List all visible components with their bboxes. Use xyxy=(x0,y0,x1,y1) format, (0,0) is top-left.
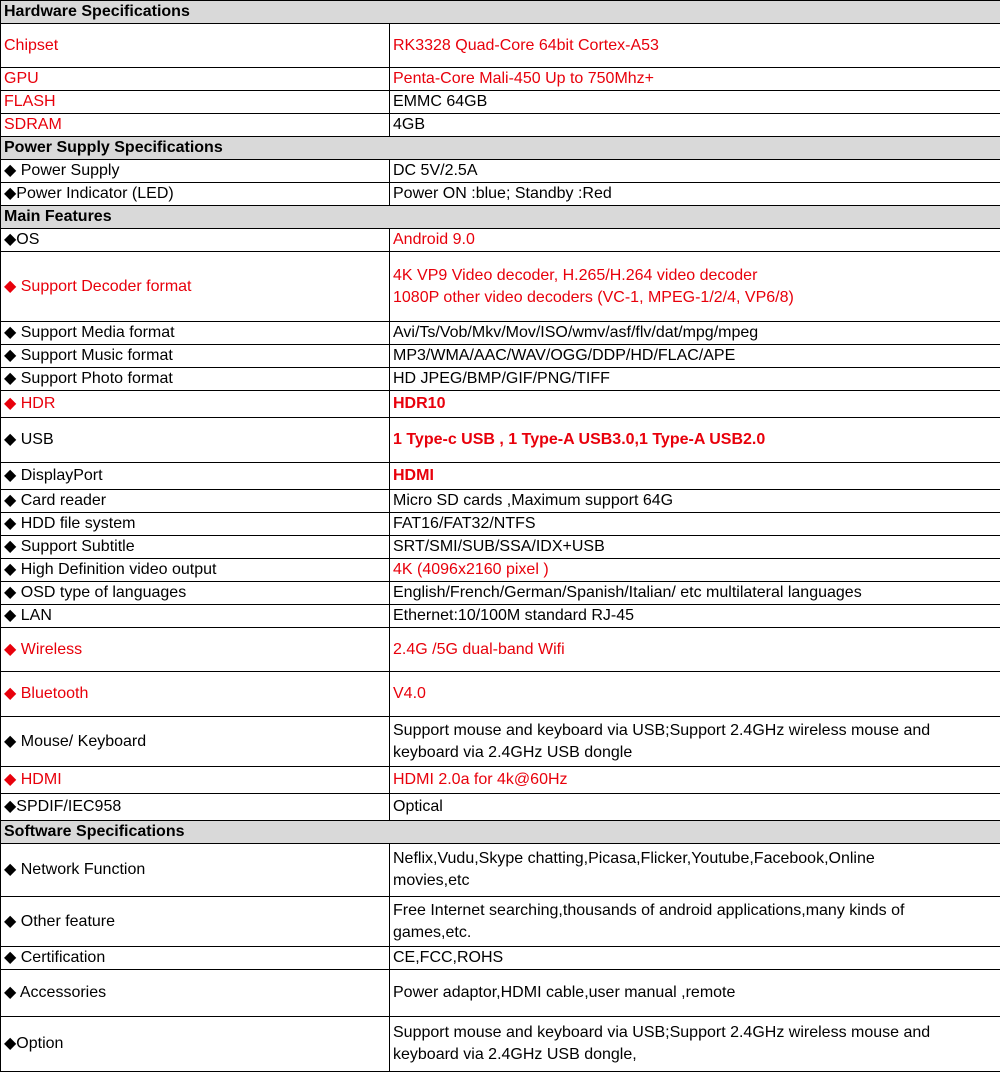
spec-value: CE,FCC,ROHS xyxy=(390,947,1000,970)
section-header-row xyxy=(1,821,1000,844)
spec-label: ◆ Certification xyxy=(1,947,390,970)
spec-value: Avi/Ts/Vob/Mkv/Mov/ISO/wmv/asf/flv/dat/mpg/mpeg xyxy=(390,322,1000,345)
spec-value-line: Support mouse and keyboard via USB;Support 2.4GHz wireless mouse and xyxy=(393,721,931,739)
spec-row xyxy=(1,490,1000,513)
spec-value: Micro SD cards ,Maximum support 64G xyxy=(390,490,1000,513)
spec-label: ◆ DisplayPort xyxy=(1,463,390,490)
spec-value-line: 4K VP9 Video decoder, H.265/H.264 video decoder xyxy=(393,266,758,284)
spec-label: ◆ Support Music format xyxy=(1,345,390,368)
spec-value: Optical xyxy=(390,794,1000,821)
spec-label: ◆ Bluetooth xyxy=(1,672,390,717)
spec-row xyxy=(1,717,1000,767)
spec-label: GPU xyxy=(1,68,390,91)
spec-value: HD JPEG/BMP/GIF/PNG/TIFF xyxy=(390,368,1000,391)
spec-value: RK3328 Quad-Core 64bit Cortex-A53 xyxy=(390,24,1000,68)
spec-label: ◆ Network Function xyxy=(1,844,390,897)
spec-value: HDMI xyxy=(390,463,1000,490)
spec-value-line: 1080P other video decoders (VC-1, MPEG-1/2/4, VP6/8) xyxy=(393,288,794,306)
spec-value-line: Neflix,Vudu,Skype chatting,Picasa,Flicker,Youtube,Facebook,Online xyxy=(393,850,875,867)
spec-label: ◆ HDMI xyxy=(1,767,390,794)
spec-row xyxy=(1,1017,1000,1072)
spec-value: HDR10 xyxy=(390,391,1000,418)
section-title: Main Features xyxy=(1,206,1000,229)
spec-value: English/French/German/Spanish/Italian/ etc multilateral languages xyxy=(390,582,1000,605)
spec-value: SRT/SMI/SUB/SSA/IDX+USB xyxy=(390,536,1000,559)
spec-row xyxy=(1,672,1000,717)
spec-label: ◆ Wireless xyxy=(1,628,390,672)
section-header-row xyxy=(1,1,1000,24)
spec-row xyxy=(1,418,1000,463)
spec-row xyxy=(1,513,1000,536)
spec-row xyxy=(1,794,1000,821)
spec-label: ◆ Support Media format xyxy=(1,322,390,345)
spec-row xyxy=(1,252,1000,322)
spec-value-line: keyboard via 2.4GHz USB dongle, xyxy=(393,1046,637,1063)
spec-row xyxy=(1,322,1000,345)
spec-value: Android 9.0 xyxy=(390,229,1000,252)
section-header-row xyxy=(1,206,1000,229)
spec-label: ◆Option xyxy=(1,1017,390,1072)
spec-label: ◆ Support Photo format xyxy=(1,368,390,391)
spec-row xyxy=(1,24,1000,68)
spec-value: 1 Type-c USB , 1 Type-A USB3.0,1 Type-A USB2.0 xyxy=(390,418,1000,463)
spec-label: ◆ HDD file system xyxy=(1,513,390,536)
spec-row xyxy=(1,345,1000,368)
spec-value xyxy=(390,844,1000,897)
spec-label: FLASH xyxy=(1,91,390,114)
spec-row xyxy=(1,947,1000,970)
spec-label: ◆ Other feature xyxy=(1,897,390,947)
spec-row xyxy=(1,559,1000,582)
spec-label: ◆ Power Supply xyxy=(1,160,390,183)
spec-label: ◆ Support Decoder format xyxy=(1,252,390,322)
spec-label: ◆ USB xyxy=(1,418,390,463)
spec-value: Power adaptor,HDMI cable,user manual ,remote xyxy=(390,970,1000,1017)
spec-row xyxy=(1,91,1000,114)
spec-label: ◆ HDR xyxy=(1,391,390,418)
section-header-row xyxy=(1,137,1000,160)
spec-row xyxy=(1,767,1000,794)
spec-label: ◆ LAN xyxy=(1,605,390,628)
spec-value-line: movies,etc xyxy=(393,872,470,889)
spec-value: 4GB xyxy=(390,114,1000,137)
spec-label: ◆Power Indicator (LED) xyxy=(1,183,390,206)
section-title: Hardware Specifications xyxy=(1,1,1000,24)
spec-row xyxy=(1,183,1000,206)
spec-value: Power ON :blue; Standby :Red xyxy=(390,183,1000,206)
spec-value-line: Support mouse and keyboard via USB;Support 2.4GHz wireless mouse and xyxy=(393,1024,931,1041)
spec-row xyxy=(1,160,1000,183)
spec-label: ◆ Mouse/ Keyboard xyxy=(1,717,390,767)
spec-row xyxy=(1,605,1000,628)
spec-value: V4.0 xyxy=(390,672,1000,717)
spec-value: DC 5V/2.5A xyxy=(390,160,1000,183)
spec-value: Ethernet:10/100M standard RJ-45 xyxy=(390,605,1000,628)
spec-label: ◆ High Definition video output xyxy=(1,559,390,582)
spec-label: Chipset xyxy=(1,24,390,68)
spec-row xyxy=(1,229,1000,252)
spec-value: EMMC 64GB xyxy=(390,91,1000,114)
spec-row xyxy=(1,68,1000,91)
spec-value xyxy=(390,252,1000,322)
spec-label: ◆ Support Subtitle xyxy=(1,536,390,559)
spec-value xyxy=(390,1017,1000,1072)
spec-label: ◆OS xyxy=(1,229,390,252)
spec-label: ◆ Accessories xyxy=(1,970,390,1017)
spec-value xyxy=(390,897,1000,947)
spec-row xyxy=(1,368,1000,391)
spec-row xyxy=(1,582,1000,605)
spec-label: ◆ OSD type of languages xyxy=(1,582,390,605)
spec-value-line: keyboard via 2.4GHz USB dongle xyxy=(393,743,633,761)
spec-label: SDRAM xyxy=(1,114,390,137)
spec-row xyxy=(1,844,1000,897)
spec-row xyxy=(1,628,1000,672)
spec-value xyxy=(390,717,1000,767)
spec-row xyxy=(1,536,1000,559)
spec-value-line: Free Internet searching,thousands of android applications,many kinds of xyxy=(393,901,905,919)
spec-label: ◆SPDIF/IEC958 xyxy=(1,794,390,821)
spec-row xyxy=(1,897,1000,947)
spec-table-body xyxy=(1,1,1000,1072)
spec-label: ◆ Card reader xyxy=(1,490,390,513)
spec-row xyxy=(1,391,1000,418)
spec-value: 2.4G /5G dual-band Wifi xyxy=(390,628,1000,672)
spec-row xyxy=(1,970,1000,1017)
spec-value-line: games,etc. xyxy=(393,923,472,941)
section-title: Software Specifications xyxy=(1,821,1000,844)
section-title: Power Supply Specifications xyxy=(1,137,1000,160)
spec-value: HDMI 2.0a for 4k@60Hz xyxy=(390,767,1000,794)
spec-row xyxy=(1,114,1000,137)
spec-value: FAT16/FAT32/NTFS xyxy=(390,513,1000,536)
spec-row xyxy=(1,463,1000,490)
spec-value: Penta-Core Mali-450 Up to 750Mhz+ xyxy=(390,68,1000,91)
spec-value: 4K (4096x2160 pixel ) xyxy=(390,559,1000,582)
spec-value: MP3/WMA/AAC/WAV/OGG/DDP/HD/FLAC/APE xyxy=(390,345,1000,368)
